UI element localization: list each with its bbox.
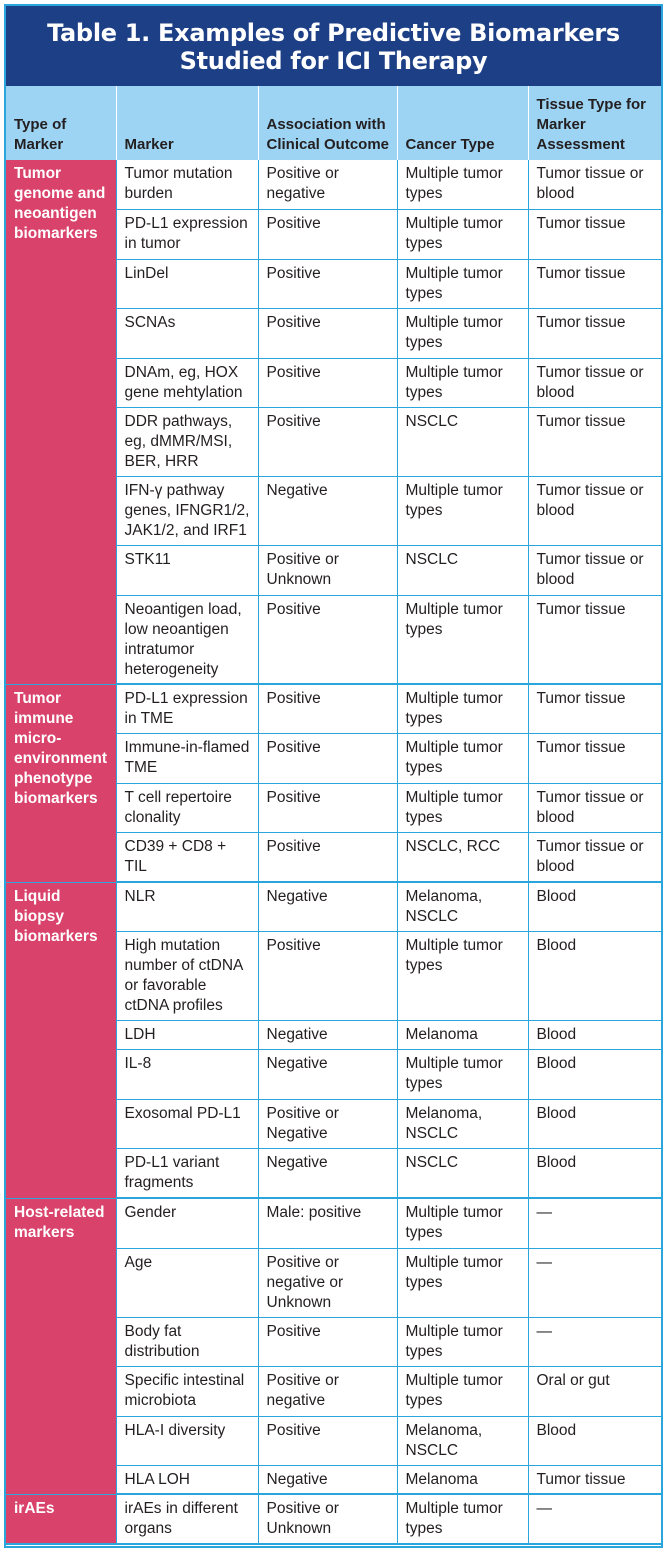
cancer-type-cell: Melanoma: [397, 1020, 528, 1049]
marker-cell: SCNAs: [116, 308, 258, 358]
cancer-type-cell: NSCLC: [397, 545, 528, 595]
tissue-type-cell: Tumor tissue or blood: [528, 545, 661, 595]
association-cell: Positive or negative: [258, 1366, 397, 1416]
tissue-type-cell: Tumor tissue or blood: [528, 160, 661, 209]
header-row: [6, 86, 661, 160]
association-cell: Positive: [258, 931, 397, 1020]
tissue-type-cell: Tumor tissue or blood: [528, 783, 661, 832]
cancer-type-cell: Multiple tumor types: [397, 209, 528, 259]
cancer-type-cell: Multiple tumor types: [397, 783, 528, 832]
table-row: [6, 160, 661, 209]
marker-cell: T cell repertoire clonality: [116, 783, 258, 832]
tissue-type-cell: Blood: [528, 1416, 661, 1465]
association-cell: Positive or Negative: [258, 1099, 397, 1148]
marker-cell: LDH: [116, 1020, 258, 1049]
marker-cell: HLA LOH: [116, 1465, 258, 1494]
marker-cell: CD39 + CD8 + TIL: [116, 832, 258, 882]
cancer-type-cell: Multiple tumor types: [397, 684, 528, 733]
association-cell: Male: positive: [258, 1198, 397, 1248]
cancer-type-cell: Melanoma, NSCLC: [397, 1099, 528, 1148]
marker-cell: Immune-in-flamed TME: [116, 733, 258, 783]
tissue-type-cell: —: [528, 1317, 661, 1366]
marker-type-cell: Tumor immune micro-environment phenotype biomarkers: [6, 684, 116, 882]
cancer-type-cell: Multiple tumor types: [397, 931, 528, 1020]
tissue-type-cell: Tumor tissue: [528, 308, 661, 358]
tissue-type-cell: Tumor tissue or blood: [528, 358, 661, 407]
association-cell: Positive or negative: [258, 160, 397, 209]
association-cell: Positive: [258, 259, 397, 308]
association-cell: Positive or negative or Unknown: [258, 1248, 397, 1317]
cancer-type-cell: Melanoma, NSCLC: [397, 1416, 528, 1465]
marker-cell: STK11: [116, 545, 258, 595]
association-cell: Positive or Unknown: [258, 545, 397, 595]
table-row: [6, 684, 661, 733]
tissue-type-cell: Tumor tissue: [528, 209, 661, 259]
marker-cell: irAEs in different organs: [116, 1494, 258, 1544]
marker-type-cell: Liquid biopsy biomarkers: [6, 882, 116, 1198]
col-header-marker: Marker: [116, 86, 258, 160]
association-cell: Negative: [258, 1049, 397, 1099]
tissue-type-cell: Blood: [528, 1049, 661, 1099]
association-cell: Positive: [258, 783, 397, 832]
marker-cell: Neoantigen load, low neoantigen intratumor heterogeneity: [116, 595, 258, 684]
tissue-type-cell: —: [528, 1248, 661, 1317]
table-row: [6, 882, 661, 931]
marker-type-cell: Host-related markers: [6, 1198, 116, 1494]
association-cell: Positive: [258, 733, 397, 783]
tissue-type-cell: Blood: [528, 931, 661, 1020]
association-cell: Positive or Unknown: [258, 1494, 397, 1544]
marker-cell: LinDel: [116, 259, 258, 308]
table-title: [6, 6, 661, 86]
cancer-type-cell: Multiple tumor types: [397, 733, 528, 783]
association-cell: Positive: [258, 407, 397, 476]
marker-cell: High mutation number of ctDNA or favorable ctDNA profiles: [116, 931, 258, 1020]
tissue-type-cell: Tumor tissue: [528, 595, 661, 684]
association-cell: Negative: [258, 882, 397, 931]
association-cell: Positive: [258, 1317, 397, 1366]
tissue-type-cell: —: [528, 1198, 661, 1248]
title-line-1: Table 1. Examples of Predictive Biomarkers: [47, 19, 620, 47]
marker-cell: Specific intestinal microbiota: [116, 1366, 258, 1416]
marker-cell: Gender: [116, 1198, 258, 1248]
cancer-type-cell: Multiple tumor types: [397, 595, 528, 684]
table-row: [6, 1198, 661, 1248]
marker-cell: HLA-I diversity: [116, 1416, 258, 1465]
association-cell: Positive: [258, 832, 397, 882]
cancer-type-cell: NSCLC, RCC: [397, 832, 528, 882]
tissue-type-cell: Tumor tissue: [528, 1465, 661, 1494]
col-header-tissue-type: Tissue Type for Marker Assessment: [528, 86, 661, 160]
marker-cell: Tumor mutation burden: [116, 160, 258, 209]
marker-cell: DNAm, eg, HOX gene mehtylation: [116, 358, 258, 407]
tissue-type-cell: Oral or gut: [528, 1366, 661, 1416]
marker-cell: PD-L1 variant fragments: [116, 1148, 258, 1198]
cancer-type-cell: Multiple tumor types: [397, 1248, 528, 1317]
cancer-type-cell: Multiple tumor types: [397, 1317, 528, 1366]
cancer-type-cell: Melanoma: [397, 1465, 528, 1494]
biomarker-table: [6, 86, 661, 1545]
marker-cell: Body fat distribution: [116, 1317, 258, 1366]
marker-cell: IL-8: [116, 1049, 258, 1099]
marker-cell: Age: [116, 1248, 258, 1317]
title-line-2: Studied for ICI Therapy: [179, 47, 488, 75]
cancer-type-cell: Multiple tumor types: [397, 160, 528, 209]
association-cell: Negative: [258, 476, 397, 545]
table-row: [6, 1494, 661, 1544]
cancer-type-cell: Melanoma, NSCLC: [397, 882, 528, 931]
tissue-type-cell: Blood: [528, 1148, 661, 1198]
tissue-type-cell: Tumor tissue: [528, 733, 661, 783]
cancer-type-cell: Multiple tumor types: [397, 1049, 528, 1099]
association-cell: Positive: [258, 684, 397, 733]
marker-type-cell: irAEs: [6, 1494, 116, 1544]
marker-cell: Exosomal PD-L1: [116, 1099, 258, 1148]
col-header-association: Association with Clinical Outcome: [258, 86, 397, 160]
cancer-type-cell: Multiple tumor types: [397, 358, 528, 407]
association-cell: Positive: [258, 1416, 397, 1465]
marker-type-cell: Tumor genome and neoantigen biomarkers: [6, 160, 116, 684]
tissue-type-cell: Tumor tissue: [528, 259, 661, 308]
association-cell: Negative: [258, 1148, 397, 1198]
association-cell: Positive: [258, 358, 397, 407]
tissue-type-cell: Tumor tissue or blood: [528, 476, 661, 545]
cancer-type-cell: NSCLC: [397, 407, 528, 476]
marker-cell: DDR pathways, eg, dMMR/MSI, BER, HRR: [116, 407, 258, 476]
cancer-type-cell: Multiple tumor types: [397, 1494, 528, 1544]
cancer-type-cell: Multiple tumor types: [397, 476, 528, 545]
tissue-type-cell: Tumor tissue or blood: [528, 832, 661, 882]
tissue-type-cell: Tumor tissue: [528, 407, 661, 476]
association-cell: Negative: [258, 1020, 397, 1049]
tissue-type-cell: —: [528, 1494, 661, 1544]
cancer-type-cell: Multiple tumor types: [397, 259, 528, 308]
cancer-type-cell: Multiple tumor types: [397, 308, 528, 358]
association-cell: Positive: [258, 595, 397, 684]
col-header-type: Type of Marker: [6, 86, 116, 160]
tissue-type-cell: Blood: [528, 1099, 661, 1148]
cancer-type-cell: Multiple tumor types: [397, 1198, 528, 1248]
table-body: [6, 160, 661, 1544]
cancer-type-cell: NSCLC: [397, 1148, 528, 1198]
marker-cell: NLR: [116, 882, 258, 931]
association-cell: Negative: [258, 1465, 397, 1494]
association-cell: Positive: [258, 209, 397, 259]
cancer-type-cell: Multiple tumor types: [397, 1366, 528, 1416]
tissue-type-cell: Blood: [528, 1020, 661, 1049]
association-cell: Positive: [258, 308, 397, 358]
tissue-type-cell: Tumor tissue: [528, 684, 661, 733]
marker-cell: IFN-γ pathway genes, IFNGR1/2, JAK1/2, and IRF1: [116, 476, 258, 545]
marker-cell: PD-L1 expression in tumor: [116, 209, 258, 259]
tissue-type-cell: Blood: [528, 882, 661, 931]
col-header-cancer-type: Cancer Type: [397, 86, 528, 160]
marker-cell: PD-L1 expression in TME: [116, 684, 258, 733]
